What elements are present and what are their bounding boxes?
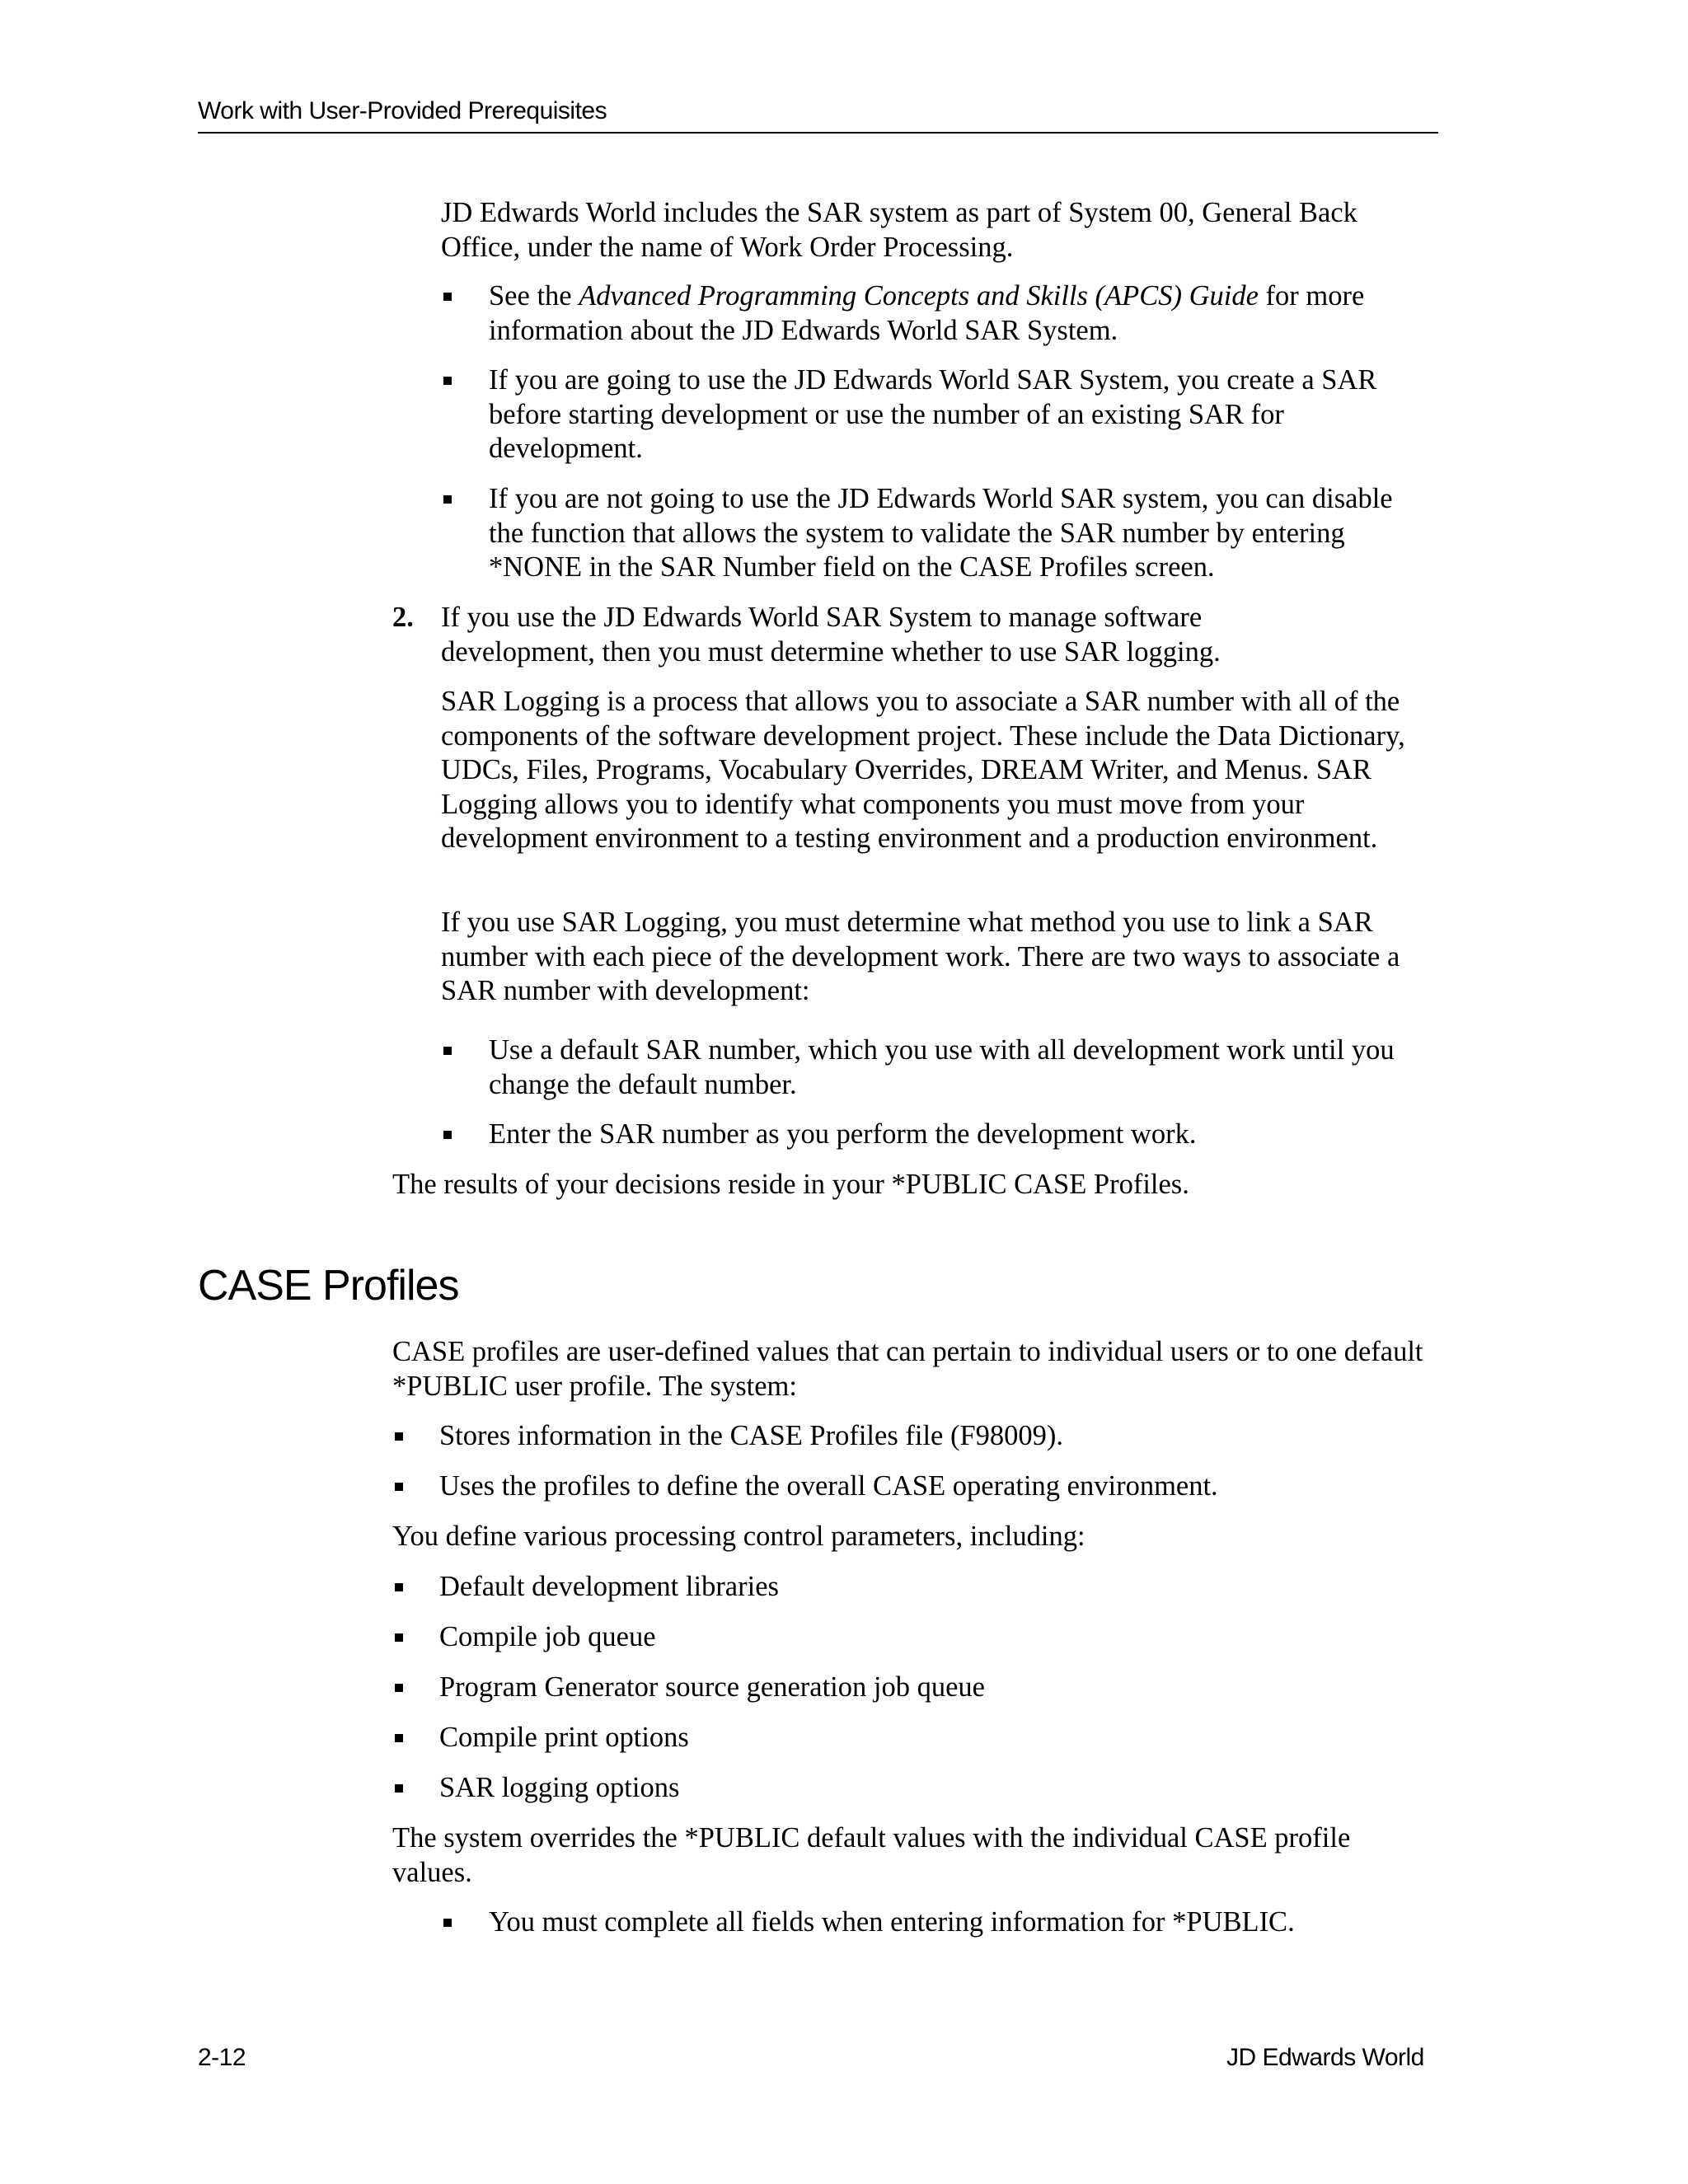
step-number: 2. — [392, 602, 414, 633]
page-number: 2-12 — [198, 2044, 246, 2071]
footer-product-name: JD Edwards World — [1226, 2044, 1424, 2071]
param-bullet: SAR logging options — [439, 1772, 680, 1803]
bullet-icon — [395, 1583, 403, 1591]
system-bullet: Uses the profiles to define the overall CASE operating environment. — [439, 1470, 1218, 1502]
sar-bullet-2: If you are going to use the JD Edwards World SAR System, you create a SAR before starting development or use the number of an existing SAR for development. — [489, 364, 1377, 464]
param-bullet: Default development libraries — [439, 1571, 779, 1602]
bullet-icon — [395, 1483, 403, 1491]
section-heading-case-profiles: CASE Profiles — [198, 1262, 459, 1310]
sar-bullet-1 — [489, 279, 1428, 348]
bullet-icon — [443, 1131, 452, 1139]
bullet-icon — [395, 1734, 403, 1742]
results-paragraph: The results of your decisions reside in your *PUBLIC CASE Profiles. — [392, 1169, 1189, 1200]
sar-method-bullet-1: Use a default SAR number, which you use with all development work until you change the default number. — [489, 1034, 1395, 1100]
param-bullet: Compile print options — [439, 1722, 689, 1753]
apcs-guide-title: Advanced Programming Concepts and Skills (APCS) Guide — [579, 280, 1259, 312]
bullet-icon — [395, 1784, 403, 1793]
bullet-icon — [443, 293, 452, 301]
sar-bullet-1-prefix: See the — [489, 280, 579, 312]
public-note-bullet: You must complete all fields when entering information for *PUBLIC. — [489, 1906, 1295, 1938]
system-bullet: Stores information in the CASE Profiles file (F98009). — [439, 1420, 1064, 1451]
param-bullet: Program Generator source generation job queue — [439, 1671, 985, 1703]
param-bullet: Compile job queue — [439, 1621, 656, 1652]
bullet-icon — [443, 1047, 452, 1055]
intro-paragraph: JD Edwards World includes the SAR system as part of System 00, General Back Office, under the name of Work Order Processing. — [441, 197, 1357, 263]
bullet-icon — [395, 1633, 403, 1642]
sar-method-bullet-2: Enter the SAR number as you perform the development work. — [489, 1118, 1197, 1150]
params-intro: You define various processing control parameters, including: — [392, 1521, 1085, 1552]
bullet-icon — [395, 1432, 403, 1441]
bullet-icon — [443, 1919, 452, 1927]
bullet-icon — [395, 1684, 403, 1692]
header-title: Work with User-Provided Prerequisites — [198, 97, 607, 124]
override-paragraph: The system overrides the *PUBLIC default values with the individual CASE profile values. — [392, 1822, 1351, 1888]
bullet-icon — [443, 495, 452, 504]
sar-logging-paragraph: SAR Logging is a process that allows you to associate a SAR number with all of the components of the software development project. These include the Data Dictionary, UDCs, Files, Programs, Vocabulary Overrides, DREAM Writer, and Menus. SAR Logging allows you to identify what components you must move from your development environment to a testing environment and a production environment. — [441, 686, 1405, 854]
header-rule — [198, 132, 1438, 134]
bullet-icon — [443, 377, 452, 385]
step2-text: If you use the JD Edwards World SAR System to manage software development, then you must determine whether to use SAR logging. — [441, 602, 1221, 668]
sar-method-paragraph: If you use SAR Logging, you must determine what method you use to link a SAR number with each piece of the development work. There are two ways to associate a SAR number with development: — [441, 907, 1400, 1006]
sar-bullet-3: If you are not going to use the JD Edwards World SAR system, you can disable the function that allows the system to validate the SAR number by entering *NONE in the SAR Number field on the CASE Profiles screen. — [489, 483, 1393, 583]
case-profiles-intro: CASE profiles are user-defined values that can pertain to individual users or to one default *PUBLIC user profile. The system: — [392, 1336, 1423, 1402]
sar-bullet-1-suffix: for more information about the JD Edwards World SAR System. — [489, 280, 1365, 346]
